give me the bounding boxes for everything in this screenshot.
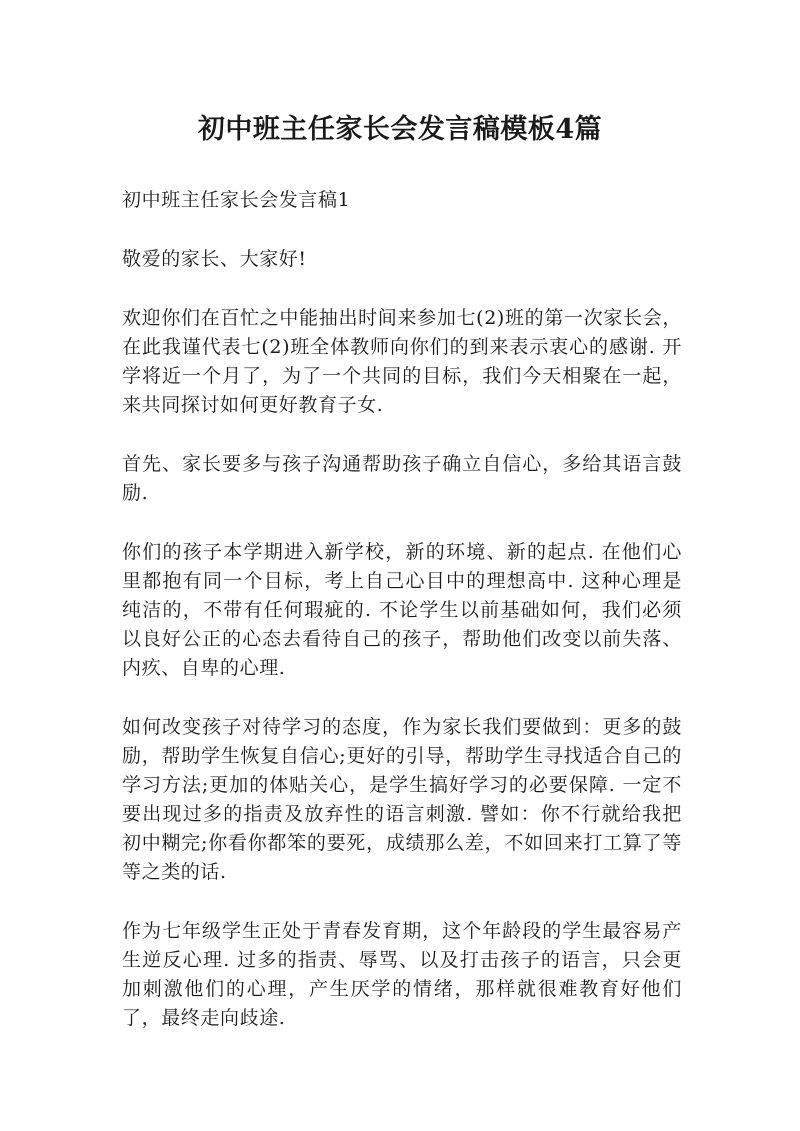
document-title: 初中班主任家长会发言稿模板4篇: [197, 114, 603, 145]
body-paragraph: 如何改变孩子对待学习的态度，作为家长我们要做到：更多的鼓励，帮助学生恢复自信心;更好的引导，帮助学生寻找适合自己的学习方法;更加的体贴关心，是学生搞好学习的必要保障. 一定不要出现过多的指责及放弃性的语言刺激. 譬如：你不行就给我把初中糊完;你看你都笨的要死，成绩那么差，不如回来打工算了等等之类的话.: [122, 716, 682, 883]
body-paragraph: 欢迎你们在百忙之中能抽出时间来参加七(2)班的第一次家长会，在此我谨代表七(2)班全体教师向你们的到来表示衷心的感谢. 开学将近一个月了，为了一个共同的目标，我们今天相聚在一起，来共同探讨如何更好教育子女.: [122, 307, 682, 416]
section-heading: 初中班主任家长会发言稿1: [122, 189, 351, 211]
greeting-paragraph: 敬爱的家长、大家好!: [122, 248, 307, 270]
body-paragraph: 你们的孩子本学期进入新学校，新的环境、新的起点. 在他们心里都抱有同一个目标，考上自己心目中的理想高中. 这种心理是纯洁的，不带有任何瑕疵的. 不论学生以前基础如何，我们必须以良好公正的心态去看待自己的孩子，帮助他们改变以前失落、内疚、自卑的心理.: [122, 541, 682, 679]
document-body: [122, 186, 682, 1063]
body-paragraph: 作为七年级学生正处于青春发育期，这个年龄段的学生最容易产生逆反心理. 过多的指责、辱骂、以及打击孩子的语言，只会更加刺激他们的心理，产生厌学的情绪，那样就很难教育好他们了，最终走向歧途.: [122, 920, 682, 1029]
body-paragraph: 首先、家长要多与孩子沟通帮助孩子确立自信心，多给其语言鼓励.: [122, 453, 682, 504]
